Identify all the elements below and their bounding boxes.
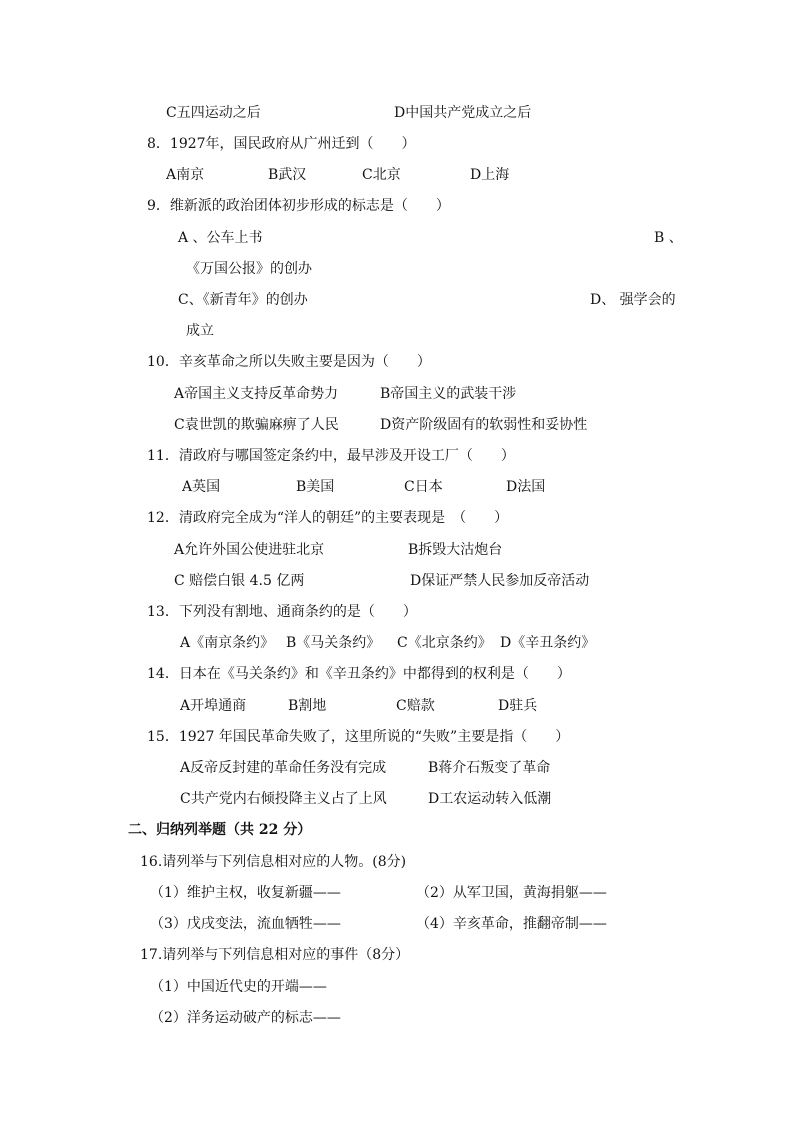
q12-option-d: D保证严禁人民参加反帝活动 — [410, 573, 590, 589]
question-9-stem: 9．维新派的政治团体初步形成的标志是（ ） — [147, 198, 450, 214]
q14-option-b: B割地 — [288, 698, 327, 714]
question-12-stem: 12．清政府完全成为“洋人的朝廷”的主要表现是 （ ） — [147, 510, 509, 526]
q12-option-b: B拆毁大沽炮台 — [408, 542, 503, 558]
q11-option-d: D法国 — [506, 479, 546, 495]
q10-option-c: C袁世凯的欺骗麻痹了人民 — [174, 417, 339, 433]
question-10-stem: 10．辛亥革命之所以失败主要是因为（ ） — [147, 354, 431, 370]
q15-option-c: C共产党内右倾投降主义占了上风 — [180, 791, 387, 807]
question-16-stem: 16.请列举与下列信息相对应的人物。(8分) — [140, 854, 407, 870]
q16-item-2: （2）从军卫国，黄海捐躯—— — [416, 885, 607, 901]
section-2-title: 二、归纳列举题（共 22 分） — [128, 822, 312, 838]
q9-option-d-text: 成立 — [186, 323, 214, 339]
q16-item-1: （1）维护主权，收复新疆—— — [150, 885, 341, 901]
q10-option-b: B帝国主义的武装干涉 — [380, 386, 517, 402]
question-8-stem: 8．1927年，国民政府从广州迁到（ ） — [147, 136, 416, 152]
q14-option-d: D驻兵 — [498, 698, 538, 714]
q14-option-a: A开埠通商 — [180, 698, 247, 714]
q10-option-a: A帝国主义支持反革命势力 — [174, 386, 339, 402]
q9-option-b-text: 《万国公报》的创办 — [186, 261, 312, 277]
q9-option-b-letter: B 、 — [654, 230, 683, 246]
question-15-stem: 15．1927 年国民革命失败了，这里所说的“失败”主要是指（ ） — [147, 729, 570, 745]
q13-option-d: D《辛丑条约》 — [500, 635, 596, 651]
q12-option-a: A允许外国公使进驻北京 — [174, 542, 325, 558]
q8-option-b: B武汉 — [268, 167, 307, 183]
q8-option-a: A南京 — [166, 167, 205, 183]
q8-option-d: D上海 — [470, 167, 510, 183]
question-11-stem: 11．清政府与哪国签定条约中，最早涉及开设工厂（ ） — [147, 448, 515, 464]
question-17-stem: 17.请列举与下列信息相对应的事件（8分） — [140, 947, 410, 963]
q11-option-c: C日本 — [404, 479, 443, 495]
q16-item-4: （4）辛亥革命，推翻帝制—— — [416, 916, 607, 932]
q17-item-2: （2）洋务运动破产的标志—— — [150, 1010, 341, 1026]
option-c: C五四运动之后 — [166, 105, 261, 121]
q8-option-c: C北京 — [362, 167, 401, 183]
option-d: D中国共产党成立之后 — [394, 105, 532, 121]
q16-item-3: （3）戊戌变法，流血牺牲—— — [150, 916, 341, 932]
q13-option-a: A《南京条约》 — [180, 635, 275, 651]
q9-option-a: A 、公车上书 — [178, 230, 263, 246]
q11-option-a: A英国 — [182, 479, 221, 495]
q11-option-b: B美国 — [296, 479, 335, 495]
q10-option-d: D资产阶级固有的软弱性和妥协性 — [380, 417, 588, 433]
q9-option-c: C、《新青年》的创办 — [178, 292, 308, 308]
question-14-stem: 14．日本在《马关条约》和《辛丑条约》中都得到的权利是（ ） — [147, 666, 571, 682]
q17-item-1: （1）中国近代史的开端—— — [150, 979, 327, 995]
question-13-stem: 13．下列没有割地、通商条约的是（ ） — [147, 604, 417, 620]
q14-option-c: C赔款 — [396, 698, 435, 714]
q13-option-c: C《北京条约》 — [397, 635, 492, 651]
q15-option-a: A反帝反封建的革命任务没有完成 — [180, 760, 387, 776]
q15-option-d: D工农运动转入低潮 — [428, 791, 552, 807]
q12-option-c: C 赔偿白银 4.5 亿两 — [174, 573, 305, 589]
q13-option-b: B《马关条约》 — [286, 635, 381, 651]
q15-option-b: B蒋介石叛变了革命 — [428, 760, 551, 776]
q9-option-d-letter: D、 强学会的 — [590, 292, 676, 308]
